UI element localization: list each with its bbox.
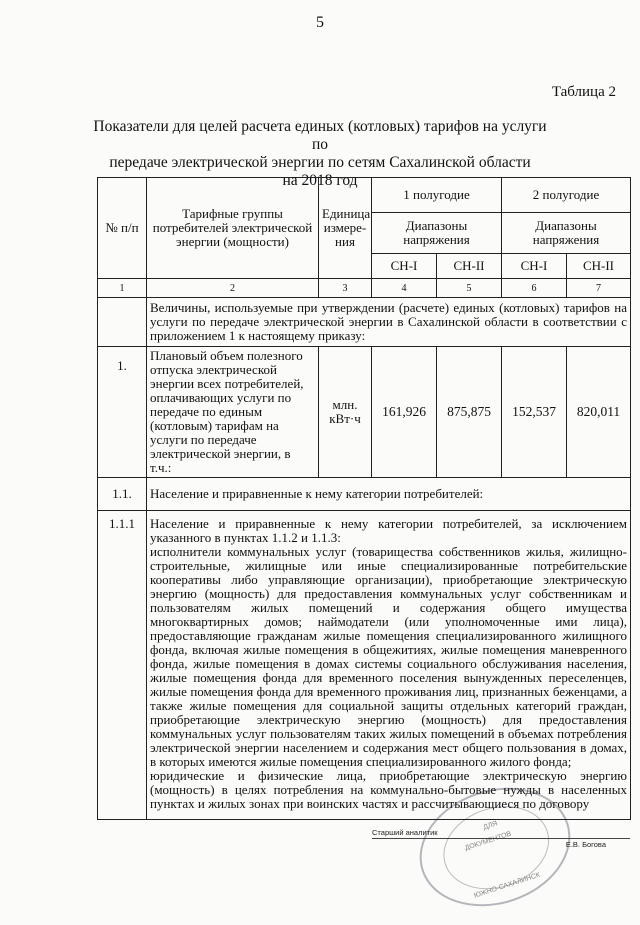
row111-paragraph-3: юридические и физические лица, приобретающие электрическую энергию (мощность) в целях потребления на коммунально-бытовые нужды в населенных пунктах и жилых зонах при воинских частях и рассчитывающиеся по договору — [150, 768, 627, 811]
tariff-table — [97, 177, 631, 820]
col-number: 3 — [319, 279, 372, 298]
row1-num: 1. — [98, 347, 147, 478]
section-header: Величины, используемые при утверждении (расчете) единых (котловых) тарифов на услуги по передаче электрической энергии в Сахалинской области в соответствии с приложением 1 к настоящему приказу: — [147, 298, 631, 347]
col-number: 5 — [437, 279, 502, 298]
col-number: 4 — [372, 279, 437, 298]
header-half2: 2 полугодие — [502, 178, 631, 213]
table-label: Таблица 2 — [551, 84, 616, 100]
signature-name: Е.В. Богова — [565, 840, 606, 849]
col-number: 1 — [98, 279, 147, 298]
row1-value-cn1-h2: 152,537 — [502, 347, 567, 478]
stamp-text-1: ДЛЯ — [482, 820, 499, 832]
header-cn2-h2: СН-II — [567, 254, 631, 279]
stamp-text-3: ЮЖНО-САХАЛИНСК — [473, 871, 542, 900]
row1-text: Плановый объем полезного отпуска электрической энергии всех потребителей, оплачивающих услуги по передаче по единым (котловым) тарифам на услуги по передаче электрической энергии, в т.ч.: — [147, 347, 319, 478]
row11-num: 1.1. — [98, 478, 147, 511]
section-num-empty — [98, 298, 147, 347]
title-line-3: на 2018 год — [282, 172, 358, 189]
title-line-2: передаче электрической энергии по сетям Сахалинской области — [109, 154, 531, 171]
row1-value-cn1-h1: 161,926 — [372, 347, 437, 478]
header-half1: 1 полугодие — [372, 178, 502, 213]
title-line-1: Показатели для целей расчета единых (котловых) тарифов на услуги по — [93, 118, 547, 153]
header-unit: Единица измере-ния — [319, 178, 372, 279]
header-cn1-h2: СН-I — [502, 254, 567, 279]
col-number: 7 — [567, 279, 631, 298]
header-ranges1: Диапазоны напряжения — [372, 213, 502, 254]
header-ranges2: Диапазоны напряжения — [502, 213, 631, 254]
header-group: Тарифные группы потребителей электрической энергии (мощности) — [147, 178, 319, 279]
row1-unit: млн. кВт·ч — [319, 347, 372, 478]
row111-paragraph-1: Население и приравненные к нему категории потребителей, за исключением указанного в пунктах 1.1.2 и 1.1.3: — [150, 516, 627, 545]
header-cn1-h1: СН-I — [372, 254, 437, 279]
col-number: 6 — [502, 279, 567, 298]
row1-value-cn2-h1: 875,875 — [437, 347, 502, 478]
header-num: № п/п — [98, 178, 147, 279]
signature-title: Старший аналитик — [372, 828, 438, 837]
row111-text — [147, 511, 631, 820]
signature-block — [372, 828, 630, 849]
signature-line — [372, 838, 630, 839]
col-number: 2 — [147, 279, 319, 298]
header-cn2-h1: СН-II — [437, 254, 502, 279]
row111-num: 1.1.1 — [98, 511, 147, 820]
row111-paragraph-2: исполнители коммунальных услуг (товарищества собственников жилья, жилищно-строительные, жилищные или иные специализированные потребительские кооперативы либо управляющие организации), приобретающие электрическую энергию (мощность) для предоставления коммунальных услуг собственникам и пользователям жилых помещений и содержания общего имущества многоквартирных домов; наймодатели (или уполномоченные ими лица), предоставляющие гражданам жилые помещения специализированного жилищного фонда, включая жилые помещения в общежитиях, жилые помещения маневренного фонда, жилые помещения в домах системы социального обслуживания населения, жилые помещения фонда для временного поселения вынужденных переселенцев, жилые помещения фонда для временного проживания лиц, признанных беженцами, а также жилые помещения для социальной защиты отдельных категорий граждан, приобретающие электрическую энергию (мощность) для предоставления коммунальных услуг пользователям таких жилых помещений в объемах потребления электрической энергии населением и содержания мест общего пользования в домах, в которых имеются жилые помещения специализированного жилого фонда; — [150, 544, 627, 769]
stamp-text-2: ДОКУМЕНТОВ — [464, 830, 513, 853]
row11-text: Население и приравненные к нему категории потребителей: — [147, 478, 631, 511]
row1-value-cn2-h2: 820,011 — [567, 347, 631, 478]
page-number: 5 — [316, 14, 324, 31]
